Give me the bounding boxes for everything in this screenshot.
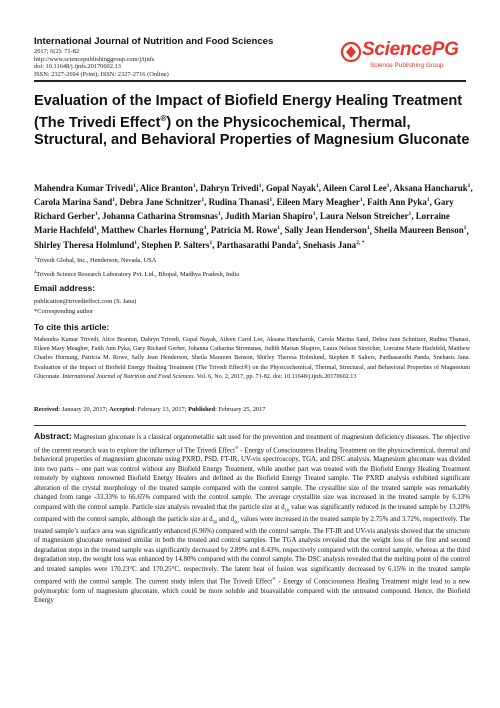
affiliation-2: $^2$Trivedi Science Research Laboratory Pvt. Ltd., Bhopal, Madhya Pradesh, India <box>34 268 240 278</box>
author-name: Judith Marian Shapiro$^1$ <box>225 211 316 222</box>
header-divider <box>34 80 466 82</box>
abstract-divider <box>34 425 466 426</box>
email-address[interactable]: publication@trivedieffect.com (S. Jana) <box>34 298 137 305</box>
email-block <box>34 297 136 316</box>
author-name: Faith Ann Pyka$^1$ <box>367 197 430 208</box>
publisher-logo-icon <box>340 41 362 63</box>
affiliations <box>34 253 474 280</box>
journal-name: International Journal of Nutrition and Food Sciences <box>34 36 274 47</box>
author-name: Parthasarathi Panda$^2$ <box>216 239 299 250</box>
abstract-label: Abstract: <box>34 431 72 441</box>
journal-header <box>34 36 334 78</box>
author-name: Aileen Carol Lee$^1$ <box>322 182 390 193</box>
author-name: Carola Marina Sand$^1$ <box>34 197 116 208</box>
abstract: Abstract: Magnesium gluconate is a classical organometallic salt used for the prevention and treatment of magnesium deficiency diseases. The objective of the current research was to explore the influence of The Trivedi Effect® - Energy of Consciousness Healing Treatment on the physicochemical, thermal and behavioral properties of magnesium gluconate using PXRD, PSD, FT-IR, UV-vis spectroscopy, TGA, and DSC analysis. Magnesium gluconate was divided into two parts – one part was control without any Biofield Energy Treatment, while another part was treated with the Biofield Energy Healing Treatment remotely by eighteen renowned Biofield Energy Healers and defined as the Biofield Energy Treated sample. The PXRD analysis exhibited significant alteration of the crystal morphology of the treated sample compared with the control sample. The crystallite size of the treated sample was remarkably changed from range -33.33% to 66.65% compared with the control sample. The average crystallite size was increased in the treated sample by 6.13% compared with the control sample. Particle size analysis revealed that the particle size at $d_{10}$ value was significantly reduced in the treated sample by 13.20% compared with the control sample, although the particle size at $d_{50}$ and $d_{90}$ values were increased in the treated sample by 2.75% and 3.72%, respectively. The treated sample’s surface area was significantly enhanced (6.96%) compared with the control sample. The FT-IR and UV-vis analysis showed that the structure of magnesium gluconate remained similar in both the treated and control samples. The TGA analysis revealed that the weight loss of the first and second degradation steps in the treated sample was significantly decreased by 2.89% and 8.43%, respectively compared with the control sample, whereas at the third degradation step, the weight loss was enhanced by 14.80% compared with the control sample. The DSC analysis revealed that the melting point of the control and treated samples were 170.23°C and 170.25°C, respectively. The latent heat of fusion was significantly decreased by 6.15% in the treated sample compared with the control sample. The current study infers that The Trivedi Effect® - Energy of Consciousness Healing Treatment might lead to a new polymorphic form of magnesium gluconate, which could be more soluble and bioavailable compared with the untreated compound. Hence, the Biofield Energy <box>34 431 471 605</box>
citation-text: Mahendra Kumar Trivedi, Alice Branton, Dahryn Trivedi, Gopal Nayak, Aileen Carol Lee, Aksana Hancharuk, Carola Marina Sand, Debra Jane Schnitzer, Rudina Thanasi, Eileen Mary Meagher, Faith Ann Pyka, Gary Richard Gerber, Johanna Catharina Stromsnas, Judith Marian Shapiro, Laura Nelson Streicher, Lorraine Marie Hachfeld, Matthew Charles Hornung, Patricia M. Rowe, Sally Jean Henderson, Sheila Maureen Benson, Shirley Theresa Holmlund, Stephen P. Salters, Parthasarathi Panda, Snehasis Jana. Evaluation of the Impact of Biofield Energy Healing Treatment (The Trivedi Effect®) on the Physicochemical, Thermal, Structural, and Behavioral Properties of Magnesium Gluconate. International Journal of Nutrition and Food Sciences. Vol. 6, No. 2, 2017, pp. 71-82. doi: 10.11648/j.ijnfs.20170602.13 <box>34 337 470 380</box>
author-name: Mahendra Kumar Trivedi$^1$ <box>34 182 136 193</box>
author-name: Rudina Thanasi$^1$ <box>208 197 273 208</box>
author-name: Lorraine Marie Hachfeld$^1$ <box>34 211 450 236</box>
email-heading: Email address: <box>34 283 96 293</box>
author-name: Laura Nelson Streicher$^1$ <box>319 211 412 222</box>
publication-dates: Received: January 20, 2017; Accepted: February 13, 2017; Published: February 25, 2017 <box>34 406 266 413</box>
author-name: Sally Jean Henderson$^1$ <box>284 225 370 236</box>
author-list: Mahendra Kumar Trivedi$^1$, Alice Branton$^1$, Dahryn Trivedi$^1$, Gopal Nayak$^1$, Aileen Carol Lee$^1$, Aksana Hancharuk$^1$, Carola Marina Sand$^1$, Debra Jane Schnitzer$^1$, Rudina Thanasi$^1$, Eileen Mary Meagher$^1$, Faith Ann Pyka$^1$, Gary Richard Gerber$^1$, Johanna Catharina Stromsnas$^1$, Judith Marian Shapiro$^1$, Laura Nelson Streicher$^1$, Lorraine Marie Hachfeld$^1$, Matthew Charles Hornung$^1$, Patricia M. Rowe$^1$, Sally Jean Henderson$^1$, Sheila Maureen Benson$^1$, Shirley Theresa Holmlund$^1$, Stephen P. Salters$^1$, Parthasarathi Panda$^2$, Snehasis Jana$^{2, *}$ <box>34 182 473 250</box>
affiliation-1: $^1$Trivedi Global, Inc., Henderson, Nevada, USA <box>34 255 157 265</box>
journal-issn: ISSN: 2327-2694 (Print); ISSN: 2327-2716 (Online) <box>34 70 169 78</box>
author-name: Patricia M. Rowe$^1$ <box>210 225 281 236</box>
article-title: Evaluation of the Impact of Biofield Energy Healing Treatment (The Trivedi Effect®) on the Physicochemical, Thermal, Structural, and Behavioral Properties of Magnesium Gluconate <box>34 93 470 148</box>
journal-doi[interactable]: doi: 10.11648/j.ijnfs.20170602.13 <box>34 63 121 71</box>
publisher-logo <box>340 35 468 75</box>
author-name: Debra Jane Schnitzer$^1$ <box>119 197 205 208</box>
author-name: Snehasis Jana$^{2, *}$ <box>303 239 365 250</box>
author-name: Gary Richard Gerber$^1$ <box>34 197 454 222</box>
author-name: Stephen P. Salters$^1$ <box>141 239 213 250</box>
author-name: Aksana Hancharuk$^1$ <box>393 182 471 193</box>
publisher-logo-subtitle: Science Publishing Group <box>370 62 444 69</box>
author-name: Alice Branton$^1$ <box>139 182 196 193</box>
author-name: Matthew Charles Hornung$^1$ <box>101 225 207 236</box>
author-name: Dahryn Trivedi$^1$ <box>200 182 262 193</box>
cite-heading: To cite this article: <box>34 322 110 332</box>
author-name: Sheila Maureen Benson$^1$ <box>374 225 467 236</box>
author-name: Johanna Catharina Stromsnas$^1$ <box>102 211 221 222</box>
journal-issue: 2017; 6(2): 71-82 <box>34 48 80 55</box>
corresponding-author-note: *Corresponding author <box>34 307 94 315</box>
publisher-logo-text: SciencePG <box>362 39 459 60</box>
author-name: Eileen Mary Meagher$^1$ <box>276 197 363 208</box>
author-name: Shirley Theresa Holmlund$^1$ <box>34 239 138 250</box>
author-name: Gopal Nayak$^1$ <box>265 182 319 193</box>
journal-url[interactable]: http://www.sciencepublishinggroup.com/j/ijnfs <box>34 55 155 63</box>
